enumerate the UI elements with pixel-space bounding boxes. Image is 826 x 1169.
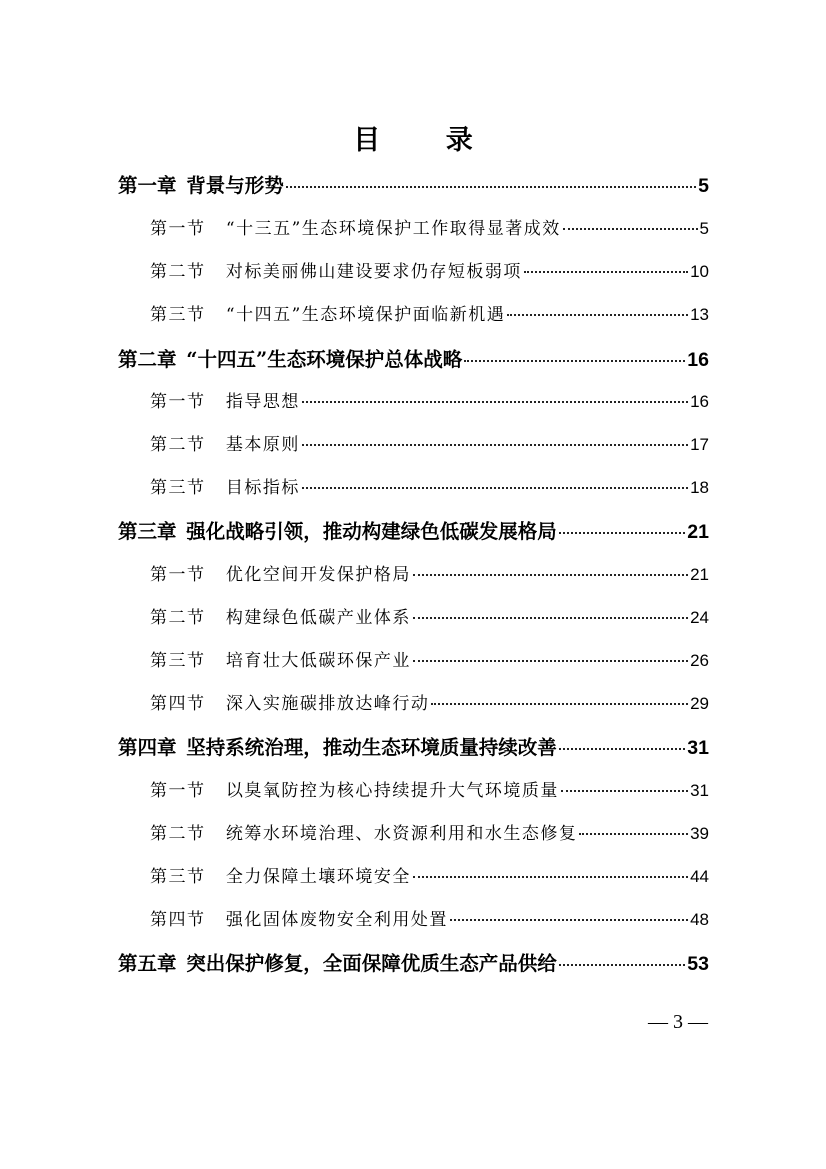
toc-dot-leader xyxy=(559,748,686,750)
toc-entry-page: 5 xyxy=(698,175,709,197)
toc-entry-number: 第二节 xyxy=(150,608,206,628)
toc-dot-leader xyxy=(464,360,685,362)
toc-entry-label xyxy=(150,300,505,325)
toc-section-row[interactable] xyxy=(150,905,709,930)
toc-entry-label xyxy=(118,344,462,372)
toc-entry-number: 第四章 xyxy=(118,736,177,759)
toc-entry-number: 第二节 xyxy=(150,435,206,455)
toc-entry-title: 统筹水环境治理、水资源利用和水生态修复 xyxy=(225,824,578,844)
toc-entry-label xyxy=(150,689,429,714)
toc-entry-page: 44 xyxy=(690,867,709,886)
toc-entry-label xyxy=(150,257,522,282)
toc-chapter-row[interactable] xyxy=(118,344,709,372)
toc-entry-page: 24 xyxy=(690,608,709,627)
toc-dot-leader xyxy=(413,876,688,878)
toc-entry-title: 指导思想 xyxy=(225,392,300,412)
toc-entry-title: 坚持系统治理，推动生态环境质量持续改善 xyxy=(186,736,557,759)
page-title: 目 录 xyxy=(353,125,501,156)
toc-entry-page: 21 xyxy=(687,521,709,543)
toc-chapter-row[interactable] xyxy=(118,732,709,760)
toc-entry-number: 第四节 xyxy=(150,910,206,930)
toc-section-row[interactable] xyxy=(150,387,709,412)
toc-entry-number: 第三节 xyxy=(150,478,206,498)
toc-entry-label xyxy=(150,819,577,844)
toc-entry-number: 第二节 xyxy=(150,262,206,282)
toc-entry-title: 深入实施碳排放达峰行动 xyxy=(225,694,430,714)
toc-dot-leader xyxy=(507,314,688,316)
toc-entry-number: 第三节 xyxy=(150,867,206,887)
toc-dot-leader xyxy=(413,574,688,576)
toc-entry-number: 第二章 xyxy=(118,348,177,371)
toc-dot-leader xyxy=(561,790,688,792)
toc-dot-leader xyxy=(302,487,688,489)
toc-entry-page: 31 xyxy=(690,781,709,800)
toc-entry-page: 18 xyxy=(690,478,709,497)
toc-entry-label xyxy=(118,948,557,976)
toc-dot-leader xyxy=(563,228,698,230)
toc-entry-page: 26 xyxy=(690,651,709,670)
toc-section-row[interactable] xyxy=(150,430,709,455)
toc-entry-label xyxy=(118,516,557,544)
toc-dot-leader xyxy=(413,660,688,662)
toc-entry-number: 第四节 xyxy=(150,694,206,714)
toc-entry-title: 培育壮大低碳环保产业 xyxy=(225,651,411,671)
toc-entry-number: 第三章 xyxy=(118,520,177,543)
toc-entry-label xyxy=(150,905,448,930)
toc-dot-leader xyxy=(559,532,686,534)
toc-entry-number: 第一节 xyxy=(150,392,206,412)
toc-entry-page: 53 xyxy=(687,953,709,975)
toc-entry-number: 第三节 xyxy=(150,305,206,325)
toc-dot-leader xyxy=(524,271,688,273)
toc-entry-number: 第五章 xyxy=(118,952,177,975)
toc-entry-page: 5 xyxy=(699,219,709,238)
toc-entry-title: 强化固体废物安全利用处置 xyxy=(225,910,448,930)
toc-entry-title: 背景与形势 xyxy=(186,174,284,197)
toc-entry-label xyxy=(150,646,411,671)
toc-entry-title: “十四五”生态环境保护总体战略 xyxy=(186,348,463,371)
toc-entry-label xyxy=(150,473,300,498)
toc-entry-title: “十四五”生态环境保护面临新机遇 xyxy=(225,305,506,325)
toc-entry-number: 第二节 xyxy=(150,824,206,844)
page-number: — 3 — xyxy=(648,1011,708,1033)
toc-dot-leader xyxy=(286,186,696,188)
toc-entry-page: 10 xyxy=(690,262,709,281)
toc-dot-leader xyxy=(579,833,688,835)
toc-section-row[interactable] xyxy=(150,862,709,887)
toc-entry-number: 第三节 xyxy=(150,651,206,671)
toc-section-row[interactable] xyxy=(150,214,709,239)
toc-entry-page: 16 xyxy=(690,392,709,411)
toc-dot-leader xyxy=(450,919,688,921)
toc-chapter-row[interactable] xyxy=(118,170,709,198)
toc-chapter-row[interactable] xyxy=(118,516,709,544)
toc-entry-page: 21 xyxy=(690,565,709,584)
toc-entry-label xyxy=(150,214,561,239)
toc-entry-label xyxy=(150,862,411,887)
toc-section-row[interactable] xyxy=(150,689,709,714)
toc-section-row[interactable] xyxy=(150,560,709,585)
toc-entry-number: 第一节 xyxy=(150,565,206,585)
toc-entry-label xyxy=(150,560,411,585)
toc-entry-number: 第一节 xyxy=(150,781,206,801)
toc-section-row[interactable] xyxy=(150,603,709,628)
toc-section-row[interactable] xyxy=(150,776,709,801)
toc-entry-title: 基本原则 xyxy=(225,435,300,455)
toc-entry-title: 目标指标 xyxy=(225,478,300,498)
toc-entry-page: 31 xyxy=(687,737,709,759)
toc-entry-page: 16 xyxy=(687,349,709,371)
toc-entry-title: 优化空间开发保护格局 xyxy=(225,565,411,585)
toc-entry-page: 29 xyxy=(690,694,709,713)
toc-section-row[interactable] xyxy=(150,473,709,498)
toc-section-row[interactable] xyxy=(150,300,709,325)
toc-dot-leader xyxy=(559,964,686,966)
toc-entry-page: 39 xyxy=(690,824,709,843)
toc-entry-title: 全力保障土壤环境安全 xyxy=(225,867,411,887)
toc-entry-label xyxy=(150,387,300,412)
toc-entry-label xyxy=(150,430,300,455)
toc-entry-title: 对标美丽佛山建设要求仍存短板弱项 xyxy=(225,262,522,282)
toc-entry-label xyxy=(150,603,411,628)
toc-entry-page: 48 xyxy=(690,910,709,929)
toc-entry-title: 突出保护修复，全面保障优质生态产品供给 xyxy=(186,952,557,975)
toc-chapter-row[interactable] xyxy=(118,948,709,976)
toc-entry-page: 13 xyxy=(690,305,709,324)
toc-entry-label xyxy=(150,776,559,801)
toc-entry-page: 17 xyxy=(690,435,709,454)
toc-dot-leader xyxy=(302,444,688,446)
toc-section-row[interactable] xyxy=(150,257,709,282)
toc-entry-label xyxy=(118,732,557,760)
toc-entry-title: 以臭氧防控为核心持续提升大气环境质量 xyxy=(225,781,559,801)
toc-entry-number: 第一节 xyxy=(150,219,206,239)
toc-dot-leader xyxy=(302,401,688,403)
toc-entry-title: 构建绿色低碳产业体系 xyxy=(225,608,411,628)
toc-entry-title: 强化战略引领，推动构建绿色低碳发展格局 xyxy=(186,520,557,543)
toc-entry-title: “十三五”生态环境保护工作取得显著成效 xyxy=(225,219,561,239)
toc-entry-label xyxy=(118,170,284,198)
toc-entry-number: 第一章 xyxy=(118,174,177,197)
toc-section-row[interactable] xyxy=(150,646,709,671)
toc-dot-leader xyxy=(431,703,688,705)
toc-section-row[interactable] xyxy=(150,819,709,844)
toc-dot-leader xyxy=(413,617,688,619)
